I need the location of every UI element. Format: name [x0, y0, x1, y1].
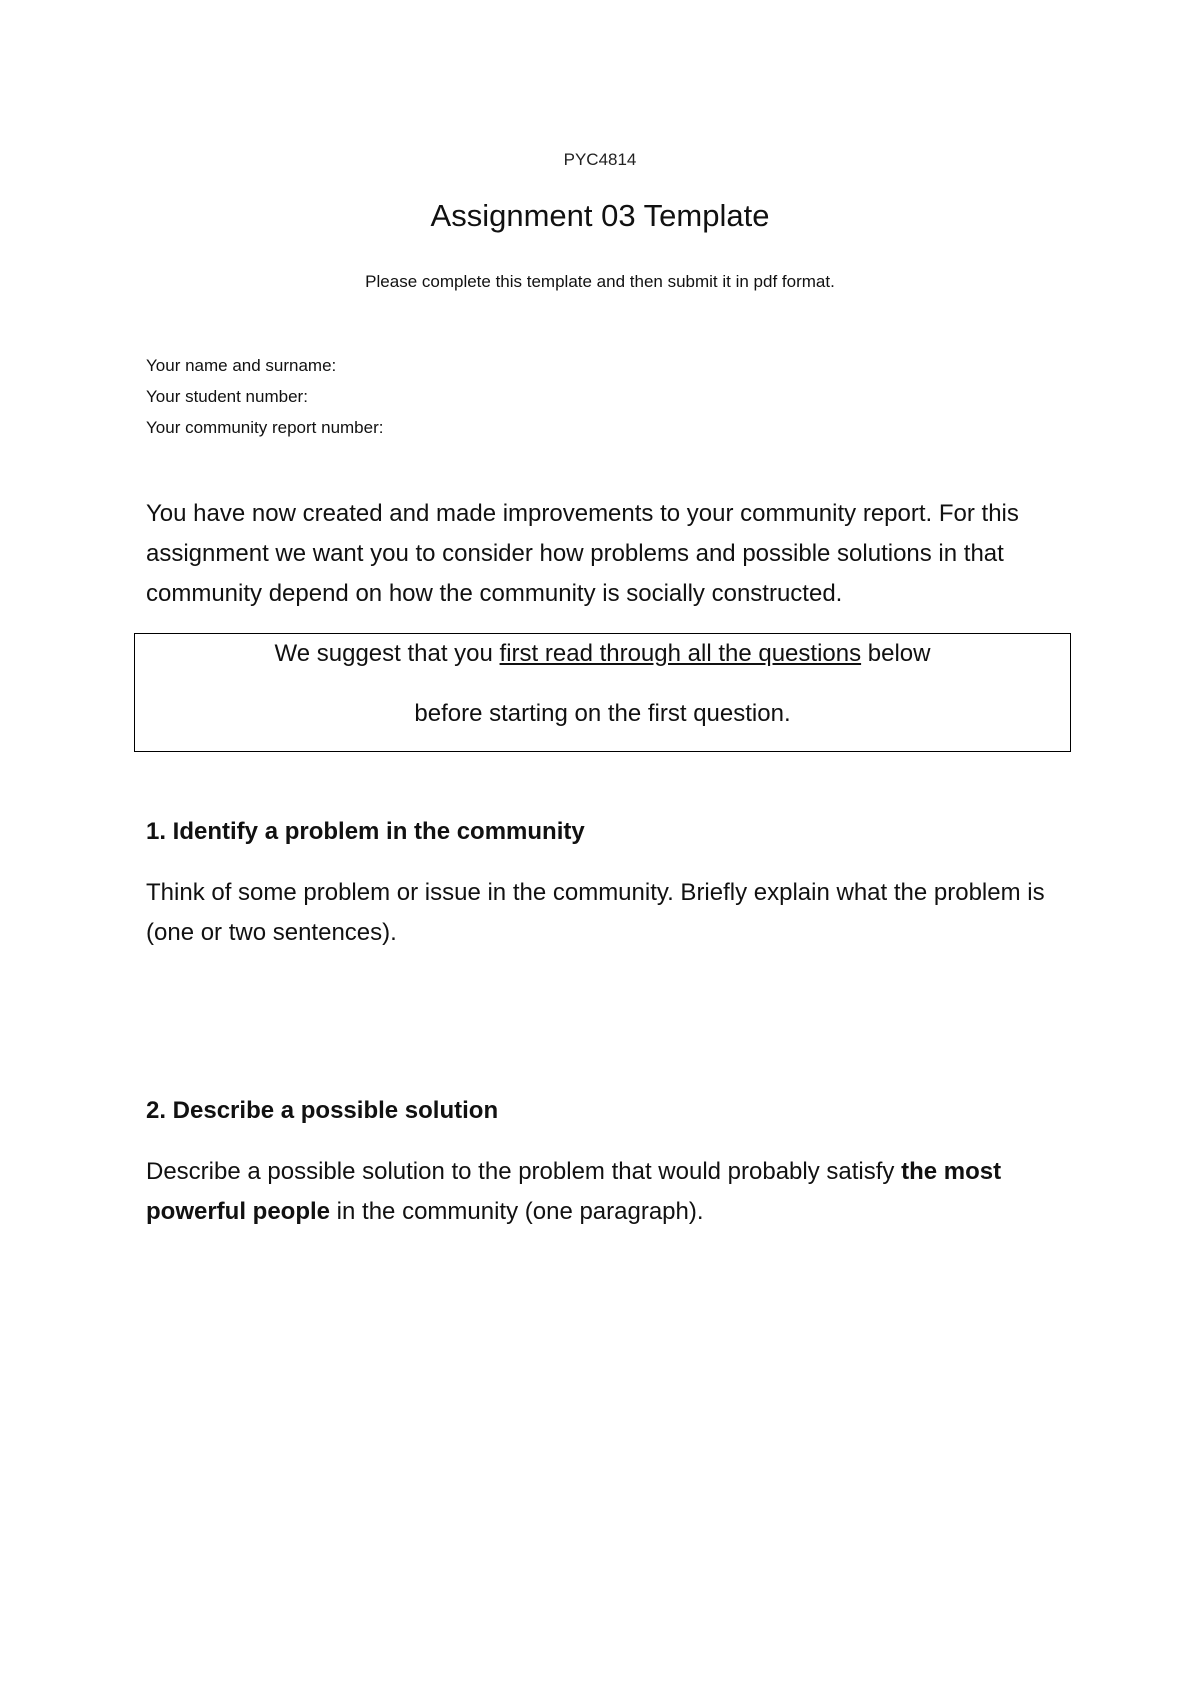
- question-1-heading: 1. Identify a problem in the community: [146, 818, 585, 845]
- student-number-field-label: Your student number:: [146, 387, 308, 406]
- student-details: [146, 350, 383, 443]
- name-field-label: Your name and surname:: [146, 356, 337, 375]
- suggestion-line-1: [135, 640, 1070, 668]
- course-code: PYC4814: [563, 150, 637, 169]
- question-2-heading: 2. Describe a possible solution: [146, 1097, 499, 1124]
- suggestion-box: [134, 633, 1071, 752]
- submission-instruction: Please complete this template and then submit it in pdf format.: [365, 272, 835, 291]
- question-2-body-emphasis: the most powerful people: [146, 1158, 1002, 1225]
- report-number-field-label: Your community report number:: [146, 418, 384, 437]
- suggestion-suffix: below: [861, 640, 931, 667]
- question-2-body: [146, 1152, 1076, 1232]
- question-1-body: Think of some problem or issue in the community. Briefly explain what the problem is (one or two sentences).: [146, 879, 1045, 946]
- suggestion-line-2: before starting on the first question.: [414, 700, 791, 727]
- suggestion-underlined: first read through all the questions: [499, 640, 862, 667]
- suggestion-prefix: We suggest that you: [274, 640, 500, 667]
- intro-paragraph: You have now created and made improvements to your community report. For this assignment we want you to consider how problems and possible solutions in that community depend on how the community is socially constructed.: [146, 500, 1019, 607]
- question-2-body-start: Describe a possible solution to the problem that would probably satisfy: [146, 1158, 902, 1185]
- document-title: Assignment 03 Template: [430, 198, 770, 233]
- question-2-body-end: in the community (one paragraph).: [330, 1198, 704, 1225]
